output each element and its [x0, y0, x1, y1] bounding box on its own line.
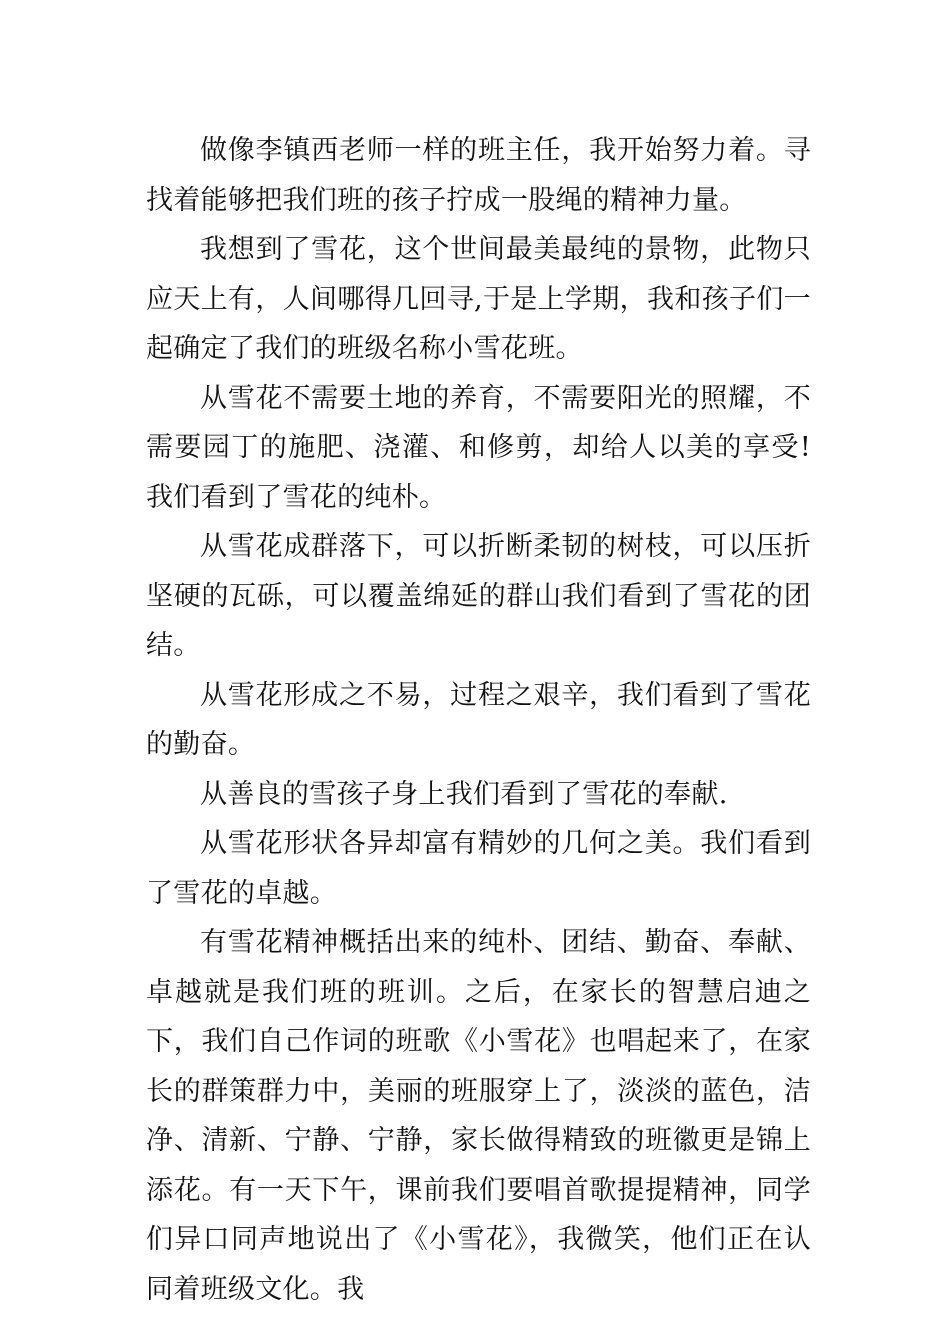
paragraph: 做像李镇西老师一样的班主任，我开始努力着。寻找着能够把我们班的孩子拧成一股绳的精神力量。 [146, 135, 811, 216]
paragraph: 我想到了雪花，这个世间最美最纯的景物，此物只应天上有，人间哪得几回寻,于是上学期，我和孩子们一起确定了我们的班级名称小雪花班。 [146, 234, 811, 364]
paragraph: 从善良的雪孩子身上我们看到了雪花的奉献. [200, 778, 728, 810]
paragraph: 从雪花不需要土地的养育，不需要阳光的照耀，不需要园丁的施肥、浇灌、和修剪，却给人以美的享受!我们看到了雪花的纯朴。 [146, 382, 811, 513]
paragraph: 从雪花形成之不易，过程之艰辛，我们看到了雪花的勤奋。 [146, 679, 811, 760]
paragraph: 有雪花精神概括出来的纯朴、团结、勤奋、奉献、卓越就是我们班的班训。之后，在家长的智慧启迪之下，我们自己作词的班歌《小雪花》也唱起来了，在家长的群策群力中，美丽的班服穿上了，淡淡的蓝色，洁净、清新、宁静、宁静，家长做得精致的班徽更是锦上添花。有一天下午，课前我们要唱首歌提提精神，同学们异口同声地说出了《小雪花》，我微笑，他们正在认同着班级文化。我 [146, 927, 811, 1305]
paragraph: 从雪花形状各异却富有精妙的几何之美。我们看到了雪花的卓越。 [146, 828, 811, 909]
document-body [146, 126, 811, 1314]
paragraph: 从雪花成群落下，可以折断柔韧的树枝，可以压折坚硬的瓦砾，可以覆盖绵延的群山我们看到了雪花的团结。 [146, 531, 811, 661]
